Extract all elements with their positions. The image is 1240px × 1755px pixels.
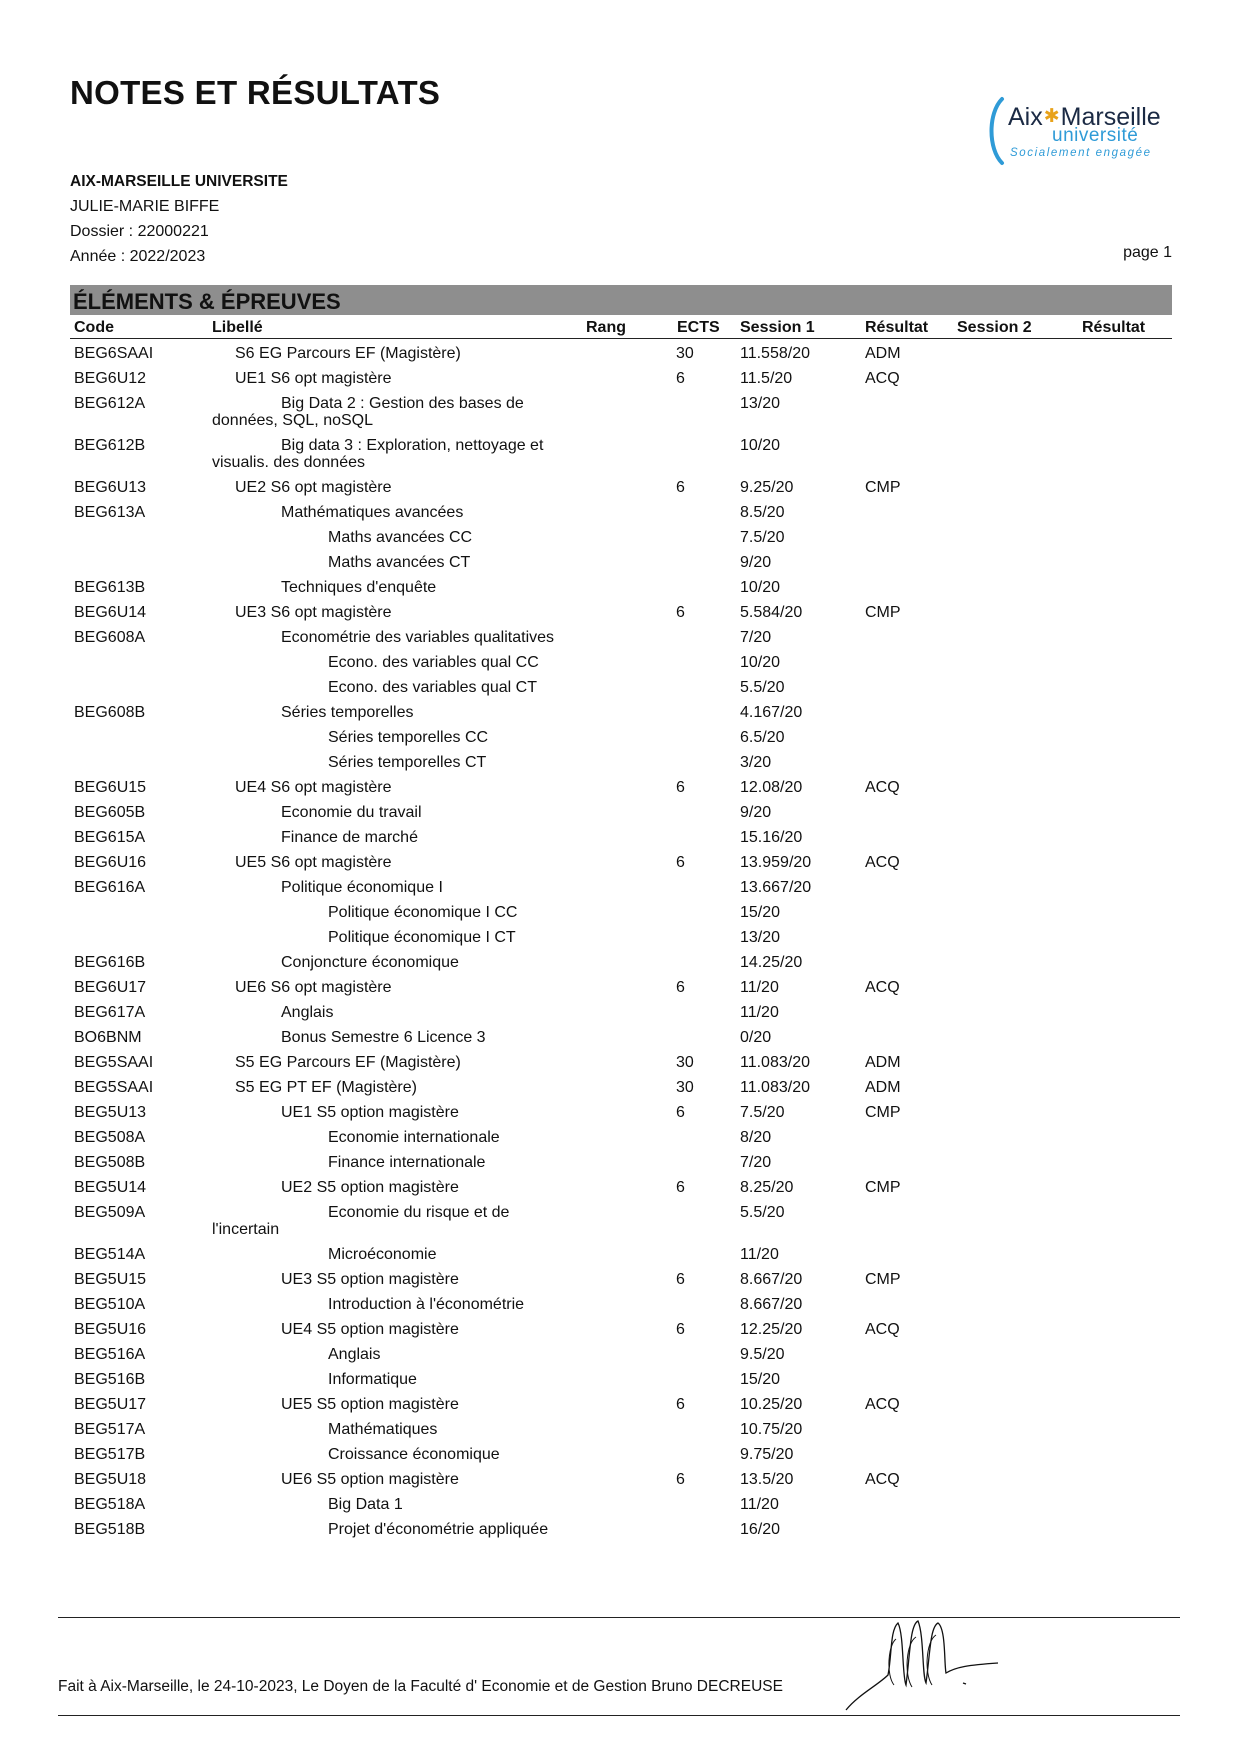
row-libelle: Projet d'économétrie appliquée [328,1521,549,1538]
row-code: BEG613A [74,504,146,521]
table-row [0,1154,1240,1179]
row-resultat: ACQ [865,370,900,387]
row-libelle: Big Data 2 : Gestion des bases de données, SQL, noSQL [212,395,524,429]
table-row [0,1204,1240,1246]
row-code: BEG514A [74,1246,146,1263]
row-code: BEG612A [74,395,146,412]
row-libelle: S6 EG Parcours EF (Magistère) [235,345,461,362]
row-ects: 6 [676,1104,685,1121]
row-libelle: UE1 S6 opt magistère [235,370,392,387]
table-row [0,854,1240,879]
column-resultat1: Résultat [865,319,929,336]
row-session1: 11.083/20 [740,1054,810,1071]
row-session1: 8.667/20 [740,1296,803,1313]
row-session1: 11/20 [740,1246,779,1263]
row-session1: 11.083/20 [740,1079,810,1096]
table-row [0,1054,1240,1079]
table-row [0,754,1240,779]
row-resultat: CMP [865,479,901,496]
row-libelle: Economie du risque et de l'incertain [212,1204,510,1238]
footer-divider-bottom [58,1715,1180,1716]
row-libelle: UE3 S5 option magistère [281,1271,459,1288]
row-code: BEG6U17 [74,979,147,996]
row-session1: 9.5/20 [740,1346,785,1363]
logo-brace-icon [982,95,1006,167]
row-code: BEG6U15 [74,779,147,796]
row-code: BEG608B [74,704,146,721]
row-resultat: ACQ [865,979,900,996]
row-session1: 9.25/20 [740,479,794,496]
row-code: BEG516A [74,1346,146,1363]
table-row [0,804,1240,829]
row-ects: 6 [676,370,685,387]
row-code: BEG613B [74,579,146,596]
row-ects: 6 [676,604,685,621]
row-libelle: Anglais [281,1004,334,1021]
row-code: BEG612B [74,437,146,454]
row-session1: 7/20 [740,1154,772,1171]
table-row [0,629,1240,654]
row-session1: 0/20 [740,1029,772,1046]
row-resultat: CMP [865,1271,901,1288]
column-code: Code [74,319,114,336]
table-row [0,1246,1240,1271]
footer-divider-top [58,1617,1180,1618]
table-row [0,554,1240,579]
table-row [0,1446,1240,1471]
row-libelle: Econo. des variables qual CT [328,679,537,696]
footer-signature-text: Fait à Aix-Marseille, le 24-10-2023, Le Doyen de la Faculté d' Economie et de Gestion Bruno DECREUSE [58,1678,783,1695]
logo-star-icon: ✱ [1043,106,1060,127]
row-libelle: Big data 3 : Exploration, nettoyage et visualis. des données [212,437,544,471]
row-code: BEG517B [74,1446,146,1463]
row-session1: 15.16/20 [740,829,803,846]
row-session1: 12.25/20 [740,1321,803,1338]
row-session1: 8.5/20 [740,504,785,521]
row-libelle: Mathématiques [328,1421,438,1438]
row-ects: 6 [676,479,685,496]
row-libelle: Politique économique I CC [328,904,518,921]
row-libelle: UE1 S5 option magistère [281,1104,459,1121]
table-row [0,1496,1240,1521]
logo-name: Aix✱Marseille [1008,103,1161,131]
page-number: page 1 [1123,244,1172,261]
row-libelle: UE2 S5 option magistère [281,1179,459,1196]
row-session1: 10.25/20 [740,1396,803,1413]
row-session1: 13/20 [740,395,781,412]
row-libelle: Techniques d'enquête [281,579,437,596]
row-code: BEG516B [74,1371,146,1388]
row-code: BEG605B [74,804,146,821]
row-code: BEG616B [74,954,146,971]
row-session1: 5.5/20 [740,679,785,696]
row-libelle: Séries temporelles CT [328,754,487,771]
row-code: BEG6U12 [74,370,147,387]
row-libelle: Economie du travail [281,804,422,821]
row-libelle: UE4 S5 option magistère [281,1321,459,1338]
row-code: BEG509A [74,1204,146,1221]
table-row [0,979,1240,1004]
row-code: BEG5U18 [74,1471,147,1488]
row-session1: 13.5/20 [740,1471,794,1488]
row-code: BEG6U16 [74,854,147,871]
row-libelle: S5 EG Parcours EF (Magistère) [235,1054,461,1071]
table-row [0,1521,1240,1546]
table-row [0,437,1240,479]
row-code: BEG517A [74,1421,146,1438]
column-session2: Session 2 [957,319,1032,336]
row-resultat: CMP [865,604,901,621]
table-row [0,1079,1240,1104]
column-resultat2: Résultat [1082,319,1146,336]
row-libelle: UE3 S6 opt magistère [235,604,392,621]
row-session1: 8.667/20 [740,1271,803,1288]
row-session1: 7/20 [740,629,772,646]
row-code: BEG5U16 [74,1321,147,1338]
results-table-body [0,345,1240,1546]
row-libelle: Croissance économique [328,1446,500,1463]
row-ects: 6 [676,979,685,996]
row-session1: 9/20 [740,554,772,571]
row-code: BEG6U13 [74,479,147,496]
page-title: NOTES ET RÉSULTATS [70,74,441,111]
row-ects: 30 [676,1079,694,1096]
table-row [0,579,1240,604]
row-code: BEG508A [74,1129,146,1146]
row-session1: 10/20 [740,654,781,671]
row-libelle: Informatique [328,1371,417,1388]
row-libelle: Séries temporelles CC [328,729,489,746]
row-session1: 13.959/20 [740,854,812,871]
row-session1: 11/20 [740,1496,779,1513]
row-code: BEG5U13 [74,1104,147,1121]
row-ects: 6 [676,1396,685,1413]
row-code: BEG518B [74,1521,146,1538]
table-row [0,1471,1240,1496]
row-resultat: CMP [865,1104,901,1121]
row-libelle: UE6 S5 option magistère [281,1471,459,1488]
row-session1: 6.5/20 [740,729,785,746]
table-row [0,604,1240,629]
table-row [0,1346,1240,1371]
table-row [0,1129,1240,1154]
row-libelle: UE2 S6 opt magistère [235,479,392,496]
row-libelle: Introduction à l'économétrie [328,1296,525,1313]
row-code: BEG508B [74,1154,146,1171]
row-session1: 11.558/20 [740,345,810,362]
row-code: BEG617A [74,1004,146,1021]
row-session1: 8/20 [740,1129,772,1146]
row-ects: 6 [676,779,685,796]
row-libelle: Séries temporelles [281,704,414,721]
table-row [0,1271,1240,1296]
row-code: BEG5U14 [74,1179,147,1196]
row-libelle: S5 EG PT EF (Magistère) [235,1079,417,1096]
table-row [0,729,1240,754]
row-session1: 10.75/20 [740,1421,803,1438]
row-code: BEG5SAAI [74,1054,154,1071]
column-rang: Rang [586,319,626,336]
row-libelle: Finance de marché [281,829,418,846]
row-session1: 13/20 [740,929,781,946]
row-ects: 30 [676,1054,694,1071]
university-name: AIX-MARSEILLE UNIVERSITE [70,173,288,190]
row-code: BEG6SAAI [74,345,154,362]
table-row [0,1104,1240,1129]
university-logo [982,95,1172,167]
row-session1: 11/20 [740,979,779,996]
row-libelle: Finance internationale [328,1154,486,1171]
table-row [0,929,1240,954]
row-libelle: Conjoncture économique [281,954,459,971]
academic-year: Année : 2022/2023 [70,248,206,265]
table-row [0,345,1240,370]
row-libelle: Bonus Semestre 6 Licence 3 [281,1029,486,1046]
row-libelle: Politique économique I [281,879,443,896]
logo-subtitle: université [1052,125,1139,146]
column-ects: ECTS [677,319,720,336]
row-resultat: ADM [865,1054,901,1071]
student-info [70,169,288,269]
row-ects: 6 [676,1179,685,1196]
row-code: BEG518A [74,1496,146,1513]
column-libelle: Libellé [212,319,263,336]
table-row [0,370,1240,395]
row-code: BEG510A [74,1296,146,1313]
table-row [0,395,1240,437]
row-session1: 15/20 [740,904,781,921]
row-libelle: Politique économique I CT [328,929,516,946]
row-resultat: ACQ [865,779,900,796]
row-libelle: Anglais [328,1346,381,1363]
row-ects: 30 [676,345,694,362]
row-libelle: Economie internationale [328,1129,500,1146]
table-row [0,954,1240,979]
row-code: BEG5U17 [74,1396,147,1413]
row-code: BEG5SAAI [74,1079,154,1096]
row-session1: 15/20 [740,1371,781,1388]
row-session1: 3/20 [740,754,772,771]
row-session1: 5.584/20 [740,604,803,621]
row-libelle: Microéconomie [328,1246,437,1263]
table-row [0,1004,1240,1029]
table-row [0,529,1240,554]
column-session1: Session 1 [740,319,815,336]
row-libelle: Econo. des variables qual CC [328,654,539,671]
row-code: BEG616A [74,879,146,896]
student-name: JULIE-MARIE BIFFE [70,198,220,215]
row-libelle: Mathématiques avancées [281,504,464,521]
row-ects: 6 [676,1271,685,1288]
row-session1: 7.5/20 [740,529,785,546]
dean-signature [838,1615,1008,1715]
row-session1: 9.75/20 [740,1446,794,1463]
table-row [0,779,1240,804]
section-title: ÉLÉMENTS & ÉPREUVES [70,285,1172,315]
table-row [0,1371,1240,1396]
row-session1: 11.5/20 [740,370,793,387]
row-session1: 4.167/20 [740,704,803,721]
table-row [0,1396,1240,1421]
row-resultat: ACQ [865,1321,900,1338]
row-session1: 13.667/20 [740,879,812,896]
row-libelle: UE4 S6 opt magistère [235,779,392,796]
row-session1: 8.25/20 [740,1179,794,1196]
table-row [0,1421,1240,1446]
row-libelle: UE5 S5 option magistère [281,1396,459,1413]
row-libelle: Maths avancées CT [328,554,471,571]
row-resultat: ACQ [865,1396,900,1413]
row-ects: 6 [676,1471,685,1488]
row-libelle: Maths avancées CC [328,529,473,546]
row-session1: 7.5/20 [740,1104,785,1121]
row-session1: 10/20 [740,579,781,596]
row-session1: 5.5/20 [740,1204,785,1221]
table-row [0,679,1240,704]
row-session1: 11/20 [740,1004,779,1021]
dossier-number: Dossier : 22000221 [70,223,209,240]
row-resultat: ADM [865,1079,901,1096]
row-libelle: UE5 S6 opt magistère [235,854,392,871]
row-libelle: Econométrie des variables qualitatives [281,629,555,646]
row-resultat: ADM [865,345,901,362]
row-libelle: UE6 S6 opt magistère [235,979,392,996]
row-ects: 6 [676,854,685,871]
table-row [0,1179,1240,1204]
table-row [0,654,1240,679]
row-resultat: ACQ [865,854,900,871]
row-code: BO6BNM [74,1029,142,1046]
row-code: BEG615A [74,829,146,846]
logo-tagline: Socialement engagée [1010,147,1152,159]
row-resultat: ACQ [865,1471,900,1488]
row-code: BEG5U15 [74,1271,147,1288]
row-session1: 9/20 [740,804,772,821]
table-row [0,704,1240,729]
row-session1: 10/20 [740,437,781,454]
table-row [0,479,1240,504]
row-session1: 16/20 [740,1521,781,1538]
table-row [0,829,1240,854]
table-row [0,1321,1240,1346]
row-session1: 14.25/20 [740,954,803,971]
row-code: BEG608A [74,629,146,646]
row-libelle: Big Data 1 [328,1496,403,1513]
table-header [70,316,1172,339]
table-row [0,1029,1240,1054]
table-row [0,504,1240,529]
table-row [0,1296,1240,1321]
row-resultat: CMP [865,1179,901,1196]
row-ects: 6 [676,1321,685,1338]
table-row [0,879,1240,904]
row-session1: 12.08/20 [740,779,803,796]
table-row [0,904,1240,929]
row-code: BEG6U14 [74,604,147,621]
